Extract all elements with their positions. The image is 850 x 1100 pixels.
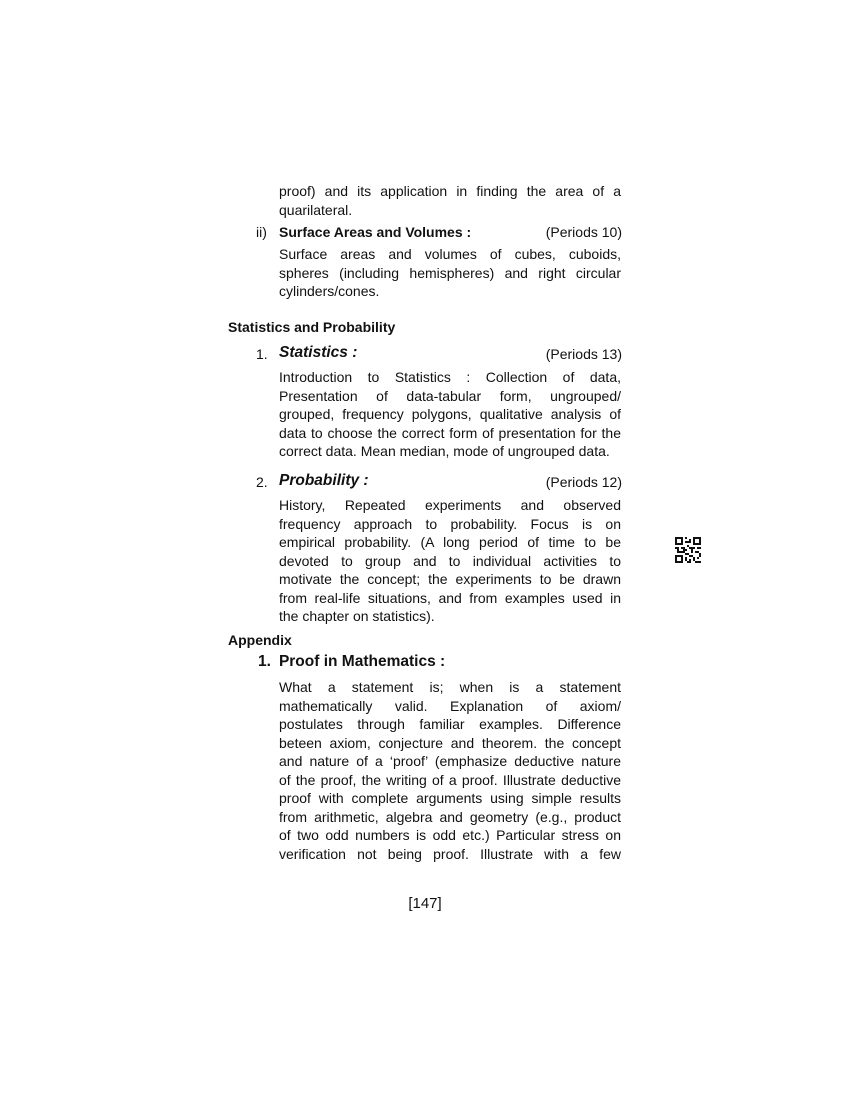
text-line: correct data. Mean median, mode of ungrouped data. — [279, 443, 610, 459]
statistics-paragraph — [279, 368, 621, 461]
item-title: Surface Areas and Volumes : — [279, 224, 472, 240]
text-line: from arithmetic, algebra and geometry (e.g., product — [279, 808, 621, 825]
item-periods: (Periods 13) — [545, 346, 622, 362]
statistics-heading — [256, 346, 622, 366]
text-line: cylinders/cones. — [279, 283, 380, 299]
text-line: motivate the concept; the experiments to be drawn — [279, 571, 621, 587]
item-title: Proof in Mathematics : — [278, 653, 446, 670]
probability-paragraph — [279, 496, 621, 626]
text-line: of the proof, the writing of a proof. Illustrate deductive — [279, 771, 621, 788]
text-line: postulates through familiar examples. Difference — [279, 716, 621, 732]
text-line: devoted to group and to individual activities to — [279, 552, 621, 569]
text-line: frequency approach to probability. Focus is on — [279, 515, 621, 532]
intro-paragraph — [279, 182, 621, 219]
item-number: 2. — [256, 474, 268, 490]
text-line: and nature of a ‘proof’ (emphasize deductive nature — [279, 753, 621, 769]
text-line: Surface areas and volumes of cubes, cuboids, — [279, 246, 621, 262]
text-line: Introduction to Statistics : Collection of data, — [279, 369, 621, 385]
text-line: beteen axiom, conjecture and theorem. the concept — [279, 734, 621, 751]
item-periods: (Periods 10) — [545, 224, 622, 240]
proof-heading — [258, 653, 445, 671]
text-line: spheres (including hemispheres) and right circular — [279, 264, 621, 281]
qr-code-icon[interactable] — [675, 537, 701, 563]
text-line: quarilateral. — [279, 201, 353, 218]
text-line: verification not being proof. Illustrate with a few — [279, 845, 621, 862]
surface-areas-paragraph — [279, 245, 621, 301]
text-line: mathematically valid. Explanation of axiom/ — [279, 697, 621, 714]
probability-heading — [256, 474, 622, 494]
surface-areas-heading — [256, 224, 622, 244]
item-title: Probability : — [279, 472, 369, 489]
text-line: the chapter on statistics). — [279, 608, 435, 624]
text-line: Presentation of data-tabular form, ungrouped/ — [279, 387, 621, 404]
text-line: data to choose the correct form of presentation for the — [279, 424, 621, 441]
item-number: 1. — [258, 653, 271, 670]
appendix-title: Appendix — [228, 632, 292, 648]
text-line: of two odd numbers is odd etc.) Particular stress on — [279, 827, 621, 843]
proof-paragraph — [279, 678, 621, 863]
item-number: ii) — [256, 224, 267, 240]
text-line: proof) and its application in finding the area of a — [279, 183, 621, 199]
text-line: grouped, frequency polygons, qualitative analysis of — [279, 406, 621, 422]
text-line: empirical probability. (A long period of time to be — [279, 534, 621, 550]
item-title: Statistics : — [279, 344, 358, 361]
item-periods: (Periods 12) — [545, 474, 622, 490]
item-number: 1. — [256, 346, 268, 362]
text-line: proof with complete arguments using simple results — [279, 790, 621, 806]
text-line: History, Repeated experiments and observed — [279, 497, 621, 513]
text-line: from real-life situations, and from examples used in — [279, 589, 621, 606]
section-title: Statistics and Probability — [228, 319, 396, 335]
page-number: [147] — [408, 895, 442, 912]
text-line: What a statement is; when is a statement — [279, 679, 621, 695]
